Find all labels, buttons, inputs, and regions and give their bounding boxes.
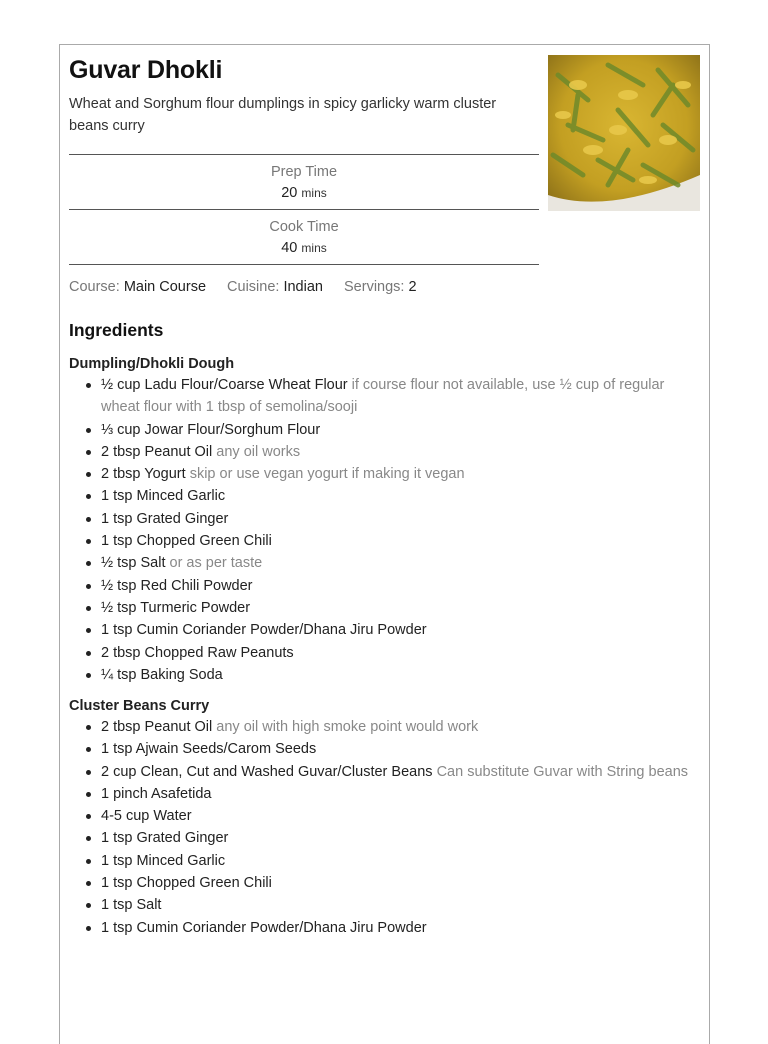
ingredient-item [69,827,689,849]
prep-time [69,155,539,210]
recipe-title: Guvar Dhokli [69,56,223,84]
bullet-icon [86,814,91,819]
cook-time [69,210,539,265]
ingredient-text: 1 tsp Minced Garlic [101,488,226,505]
ingredient-text: 1 tsp Chopped Green Chili [101,875,272,892]
ingredient-item [69,872,689,894]
bullet-icon [86,903,91,908]
ingredient-text: 2 cup Clean, Cut and Washed Guvar/Cluster Beans [101,763,433,780]
ingredient-item [69,485,689,507]
ingredient-note: any oil works [216,443,301,460]
bullet-icon [86,584,91,589]
course-value: Main Course [123,279,207,295]
ingredient-note: if course flour not available, use ½ cup of regular wheat flour with 1 tbsp of semolina/sooji [101,377,665,416]
bullet-icon [86,747,91,752]
ingredient-text: ½ tsp Red Chili Powder [101,577,253,594]
prep-time-number: 20 [281,185,298,201]
ingredient-text: 4-5 cup Water [101,808,192,825]
cook-time-unit: mins [301,241,327,255]
ingredient-text: 1 tsp Grated Ginger [101,510,229,527]
ingredient-item [69,738,689,760]
ingredient-note: any oil with high smoke point would work [216,719,479,735]
bullet-icon [86,383,91,388]
ingredient-text: 2 tbsp Yogurt [101,466,186,483]
servings-value: 2 [408,279,417,295]
bullet-icon [86,628,91,633]
ingredient-item [69,850,689,872]
ingredient-text: ½ cup Ladu Flour/Coarse Wheat Flour [101,377,348,393]
servings-label: Servings: [344,279,405,295]
prep-time-unit: mins [301,186,327,200]
ingredient-list [69,716,689,939]
cuisine-value: Indian [283,279,323,295]
ingredient-item [69,716,689,738]
cuisine-label: Cuisine: [227,279,280,295]
ingredient-note: Can substitute Guvar with String beans [436,763,689,780]
ingredient-item [69,894,689,916]
ingredient-text: 1 tsp Cumin Coriander Powder/Dhana Jiru Powder [101,622,427,639]
ingredient-item [69,552,689,574]
ingredient-note: skip or use vegan yogurt if making it vegan [189,466,465,483]
ingredient-text: 2 tbsp Chopped Raw Peanuts [101,644,294,661]
ingredient-item [69,664,689,686]
ingredient-group-title: Cluster Beans Curry [69,698,210,714]
ingredient-item [69,419,689,441]
course-label: Course: [69,279,120,295]
cook-time-value [69,236,539,260]
ingredient-text: ½ tsp Turmeric Powder [101,599,251,616]
ingredient-item [69,463,689,485]
ingredient-text: 1 tsp Ajwain Seeds/Carom Seeds [101,741,317,758]
recipe-meta [69,278,434,296]
ingredient-item [69,530,689,552]
ingredient-item [69,597,689,619]
ingredient-text: ⅓ cup Jowar Flour/Sorghum Flour [101,421,321,438]
ingredient-item [69,441,689,463]
ingredient-item [69,783,689,805]
servings-meta [344,279,417,295]
prep-time-value [69,181,539,205]
ingredient-text: 1 tsp Cumin Coriander Powder/Dhana Jiru Powder [101,919,427,936]
ingredient-item [69,805,689,827]
cook-time-label: Cook Time [269,219,339,235]
ingredient-item [69,508,689,530]
ingredient-text: ¼ tsp Baking Soda [101,666,223,683]
ingredient-item [69,917,689,939]
bullet-icon [86,428,91,433]
cook-time-number: 40 [281,240,298,256]
ingredient-item [69,761,689,783]
ingredient-item [69,619,689,641]
bullet-icon [86,539,91,544]
bullet-icon [86,651,91,656]
ingredient-text: 1 tsp Salt [101,897,162,914]
bullet-icon [86,517,91,522]
recipe-summary: Wheat and Sorghum flour dumplings in spicy garlicky warm cluster beans curry [69,96,497,134]
bullet-icon [86,859,91,864]
bullet-icon [86,836,91,841]
ingredient-item [69,575,689,597]
bullet-icon [86,561,91,566]
prep-time-label: Prep Time [270,164,338,180]
bullet-icon [86,881,91,886]
recipe-times [69,154,539,265]
ingredient-group-curry [69,696,689,939]
ingredient-text: ½ tsp Salt [101,555,166,572]
ingredient-note: or as per taste [169,555,263,572]
cuisine-meta [227,279,323,295]
ingredient-item [69,374,689,419]
bullet-icon [86,725,91,730]
bullet-icon [86,673,91,678]
ingredient-text: 1 tsp Chopped Green Chili [101,533,272,550]
ingredient-text: 1 tsp Minced Garlic [101,852,226,869]
course-meta [69,279,206,295]
bullet-icon [86,494,91,499]
ingredient-text: 2 tbsp Peanut Oil [101,719,213,735]
bullet-icon [86,770,91,775]
ingredient-text: 1 pinch Asafetida [101,785,212,802]
ingredient-text: 1 tsp Grated Ginger [101,830,229,847]
ingredient-list [69,374,689,686]
ingredient-group-dough [69,354,689,686]
bullet-icon [86,792,91,797]
bullet-icon [86,472,91,477]
recipe-photo [548,55,700,211]
bullet-icon [86,926,91,931]
ingredient-group-title: Dumpling/Dhokli Dough [69,356,235,372]
bullet-icon [86,606,91,611]
ingredient-text: 2 tbsp Peanut Oil [101,443,213,460]
ingredient-item [69,642,689,664]
ingredients-heading: Ingredients [69,320,164,340]
bullet-icon [86,450,91,455]
